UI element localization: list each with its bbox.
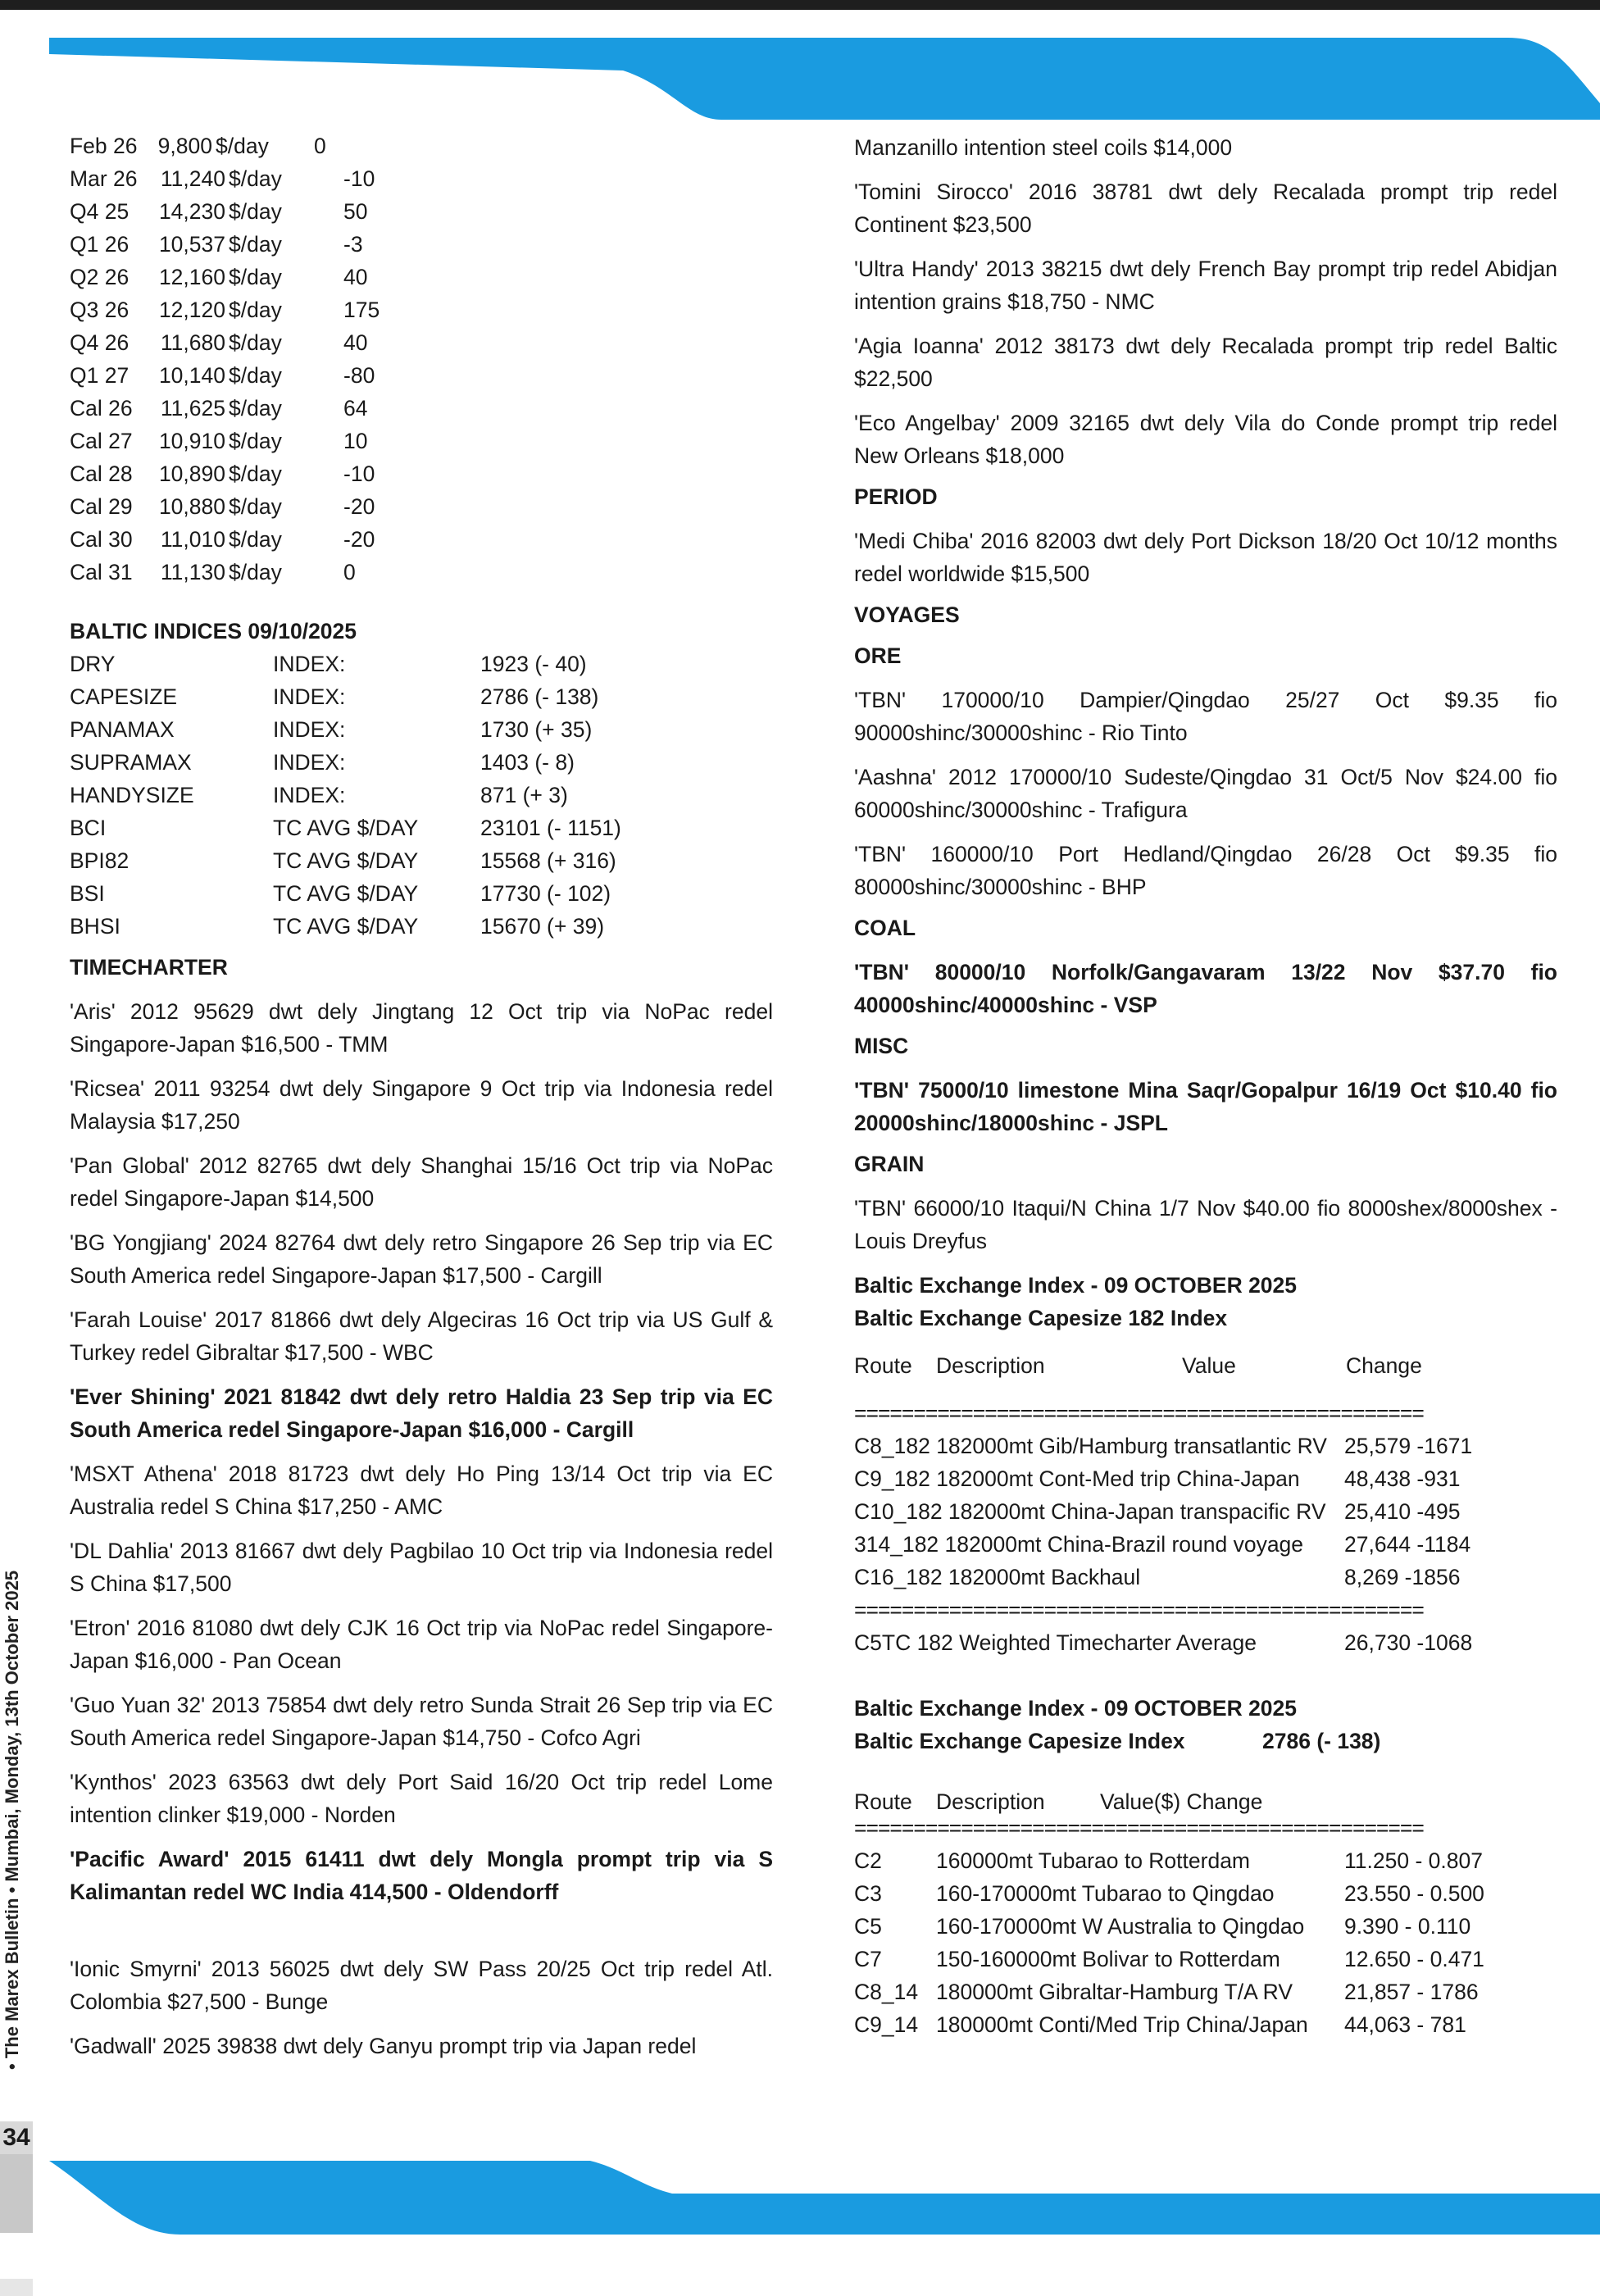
- rate-change: 50: [343, 199, 368, 224]
- separator-line: ================================================: [854, 1598, 1424, 1622]
- fixture-entry: 'TBN' 170000/10 Dampier/Qingdao 25/27 Oct $9.35 fio 90000shinc/30000shinc - Rio Tinto: [854, 688, 1557, 745]
- coal-list: [854, 956, 1557, 1021]
- capeindex-rows: [854, 1844, 1557, 2041]
- forward-rate-row: [70, 523, 773, 556]
- fixture-entry: 'Ever Shining' 2021 81842 dwt dely retro Haldia 23 Sep trip via EC South America redel Singapore-Japan $16,000 - Cargill: [70, 1384, 773, 1442]
- fixture-entry: 'TBN' 75000/10 limestone Mina Saqr/Gopalpur 16/19 Oct $10.40 fio 20000shinc/18000shinc - JSPL: [854, 1078, 1557, 1135]
- index-row: [70, 877, 773, 910]
- rate-value: 10,910: [158, 429, 225, 453]
- rate-unit: $/day: [229, 298, 282, 322]
- right-column: [854, 131, 1557, 2041]
- forward-rate-row: [70, 425, 773, 457]
- rate-unit: $/day: [229, 363, 282, 388]
- voyages-title: VOYAGES: [854, 602, 960, 627]
- route-value: 44,063 - 781: [1344, 2012, 1466, 2037]
- forward-rate-row: [70, 457, 773, 490]
- rate-value: 10,890: [158, 461, 225, 486]
- fixture-entry: 'Aashna' 2012 170000/10 Sudeste/Qingdao 31 Oct/5 Nov $24.00 fio 60000shinc/30000shinc - Trafigura: [854, 765, 1557, 822]
- rate-unit: $/day: [216, 134, 269, 158]
- misc-title: MISC: [854, 1034, 909, 1058]
- col-value: Value: [1182, 1353, 1236, 1378]
- index-name: HANDYSIZE: [70, 783, 194, 807]
- ore-list: [854, 684, 1557, 903]
- period: Q1 26: [70, 232, 130, 257]
- route-value: 23.550 - 0.500: [1344, 1881, 1484, 1906]
- fixture-entry: 'TBN' 66000/10 Itaqui/N China 1/7 Nov $40.00 fio 8000shex/8000shex - Louis Dreyfus: [854, 1196, 1557, 1253]
- route-value: 9.390 - 0.110: [1344, 1914, 1471, 1939]
- index-value: 871 (+ 3): [480, 783, 568, 807]
- fixture-entry: 'Etron' 2016 81080 dwt dely CJK 16 Oct trip via NoPac redel Singapore-Japan $16,000 - Pan Ocean: [70, 1616, 773, 1673]
- fixture-entry: 'Eco Angelbay' 2009 32165 dwt dely Vila do Conde prompt trip redel New Orleans $18,000: [854, 411, 1557, 468]
- index-type: INDEX:: [273, 750, 346, 775]
- fixture-entry: 'Ionic Smyrni' 2013 56025 dwt dely SW Pass 20/25 Oct trip redel Atl. Colombia $27,500 - Bunge: [70, 1957, 773, 2014]
- period: Cal 30: [70, 527, 133, 552]
- rate-value: 9,800: [157, 134, 212, 158]
- route-description: C9_182 182000mt Cont-Med trip China-Japan: [854, 1466, 1300, 1491]
- baltic-indices-table: [70, 648, 773, 943]
- index-name: PANAMAX: [70, 717, 175, 742]
- corner-tab: [0, 2279, 33, 2296]
- forward-rates-table: [70, 130, 773, 589]
- misc-list: [854, 1074, 1557, 1139]
- capeindex-subtitle: Baltic Exchange Capesize Index: [854, 1729, 1185, 1753]
- coal-title: COAL: [854, 916, 916, 940]
- route-row: [854, 2008, 1557, 2041]
- col-route: Route: [854, 1353, 912, 1378]
- fixture-entry: 'MSXT Athena' 2018 81723 dwt dely Ho Ping 13/14 Oct trip via EC Australia redel S China $17,250 - AMC: [70, 1462, 773, 1519]
- route-value: 27,644 -1184: [1344, 1532, 1471, 1557]
- timecharter-more-list: [854, 175, 1557, 472]
- index-name: BPI82: [70, 848, 130, 873]
- average-value: 26,730 -1068: [1344, 1630, 1473, 1655]
- period: Cal 27: [70, 429, 133, 453]
- fixture-entry: 'Medi Chiba' 2016 82003 dwt dely Port Dickson 18/20 Oct 10/12 months redel worldwide $15,500: [854, 529, 1557, 586]
- capeindex-title: Baltic Exchange Index - 09 OCTOBER 2025: [854, 1696, 1298, 1721]
- route-value: 12.650 - 0.471: [1344, 1947, 1484, 1971]
- rate-change: -20: [343, 527, 375, 552]
- period: Q4 25: [70, 199, 130, 224]
- route-row: [854, 1462, 1557, 1495]
- rate-value: 11,130: [160, 560, 225, 584]
- index-row: [70, 910, 773, 943]
- side-tab: [0, 2154, 33, 2233]
- rate-unit: $/day: [229, 494, 282, 519]
- route-code: C3: [854, 1881, 882, 1906]
- capeindex-value: 2786 (- 138): [1262, 1729, 1381, 1753]
- col-description: Description: [936, 1789, 1045, 1814]
- route-code: C2: [854, 1848, 882, 1873]
- period: Mar 26: [70, 166, 138, 191]
- index-name: BCI: [70, 816, 107, 840]
- rate-change: -10: [343, 461, 375, 486]
- rate-unit: $/day: [229, 265, 282, 289]
- fixture-entry: 'TBN' 80000/10 Norfolk/Gangavaram 13/22 Nov $37.70 fio 40000shinc/40000shinc - VSP: [854, 960, 1557, 1017]
- index-row: [70, 844, 773, 877]
- grain-title: GRAIN: [854, 1152, 925, 1176]
- footer-wave-banner: [49, 2161, 1600, 2235]
- rate-value: 11,010: [160, 527, 225, 552]
- fixture-entry: 'Pan Global' 2012 82765 dwt dely Shanghai 15/16 Oct trip via NoPac redel Singapore-Japan $14,500: [70, 1153, 773, 1211]
- index-row: [70, 680, 773, 713]
- grain-list: [854, 1192, 1557, 1257]
- route-description: C10_182 182000mt China-Japan transpacific RV: [854, 1499, 1326, 1524]
- rate-value: 10,140: [158, 363, 225, 388]
- index-row: [70, 779, 773, 812]
- period: Feb 26: [70, 134, 138, 158]
- rate-unit: $/day: [229, 429, 282, 453]
- index-name: CAPESIZE: [70, 684, 178, 709]
- forward-rate-row: [70, 490, 773, 523]
- rate-value: 10,537: [158, 232, 225, 257]
- index-type: INDEX:: [273, 783, 346, 807]
- continued-text: Manzanillo intention steel coils $14,000: [854, 135, 1233, 160]
- route-value: 48,438 -931: [1344, 1466, 1461, 1491]
- route-row: [854, 1844, 1557, 1877]
- route-code: C7: [854, 1947, 882, 1971]
- route-description: 160000mt Tubarao to Rotterdam: [936, 1848, 1251, 1873]
- rate-change: 40: [343, 330, 368, 355]
- left-column: [70, 131, 773, 2062]
- page-number: 34: [0, 2121, 33, 2154]
- forward-rate-row: [70, 556, 773, 589]
- index-name: BHSI: [70, 914, 120, 939]
- fixture-entry: 'Agia Ioanna' 2012 38173 dwt dely Recalada prompt trip redel Baltic $22,500: [854, 334, 1557, 391]
- rate-value: 12,160: [158, 265, 225, 289]
- index-value: 2786 (- 138): [480, 684, 599, 709]
- separator-line: ================================================: [854, 1816, 1424, 1840]
- index-row: [70, 746, 773, 779]
- route-value: 21,857 - 1786: [1344, 1980, 1479, 2004]
- index-name: DRY: [70, 652, 116, 676]
- index-value: 15670 (+ 39): [480, 914, 605, 939]
- rate-unit: $/day: [229, 527, 282, 552]
- cape182-subtitle: Baltic Exchange Capesize 182 Index: [854, 1306, 1228, 1330]
- rate-value: 10,880: [158, 494, 225, 519]
- index-value: 1403 (- 8): [480, 750, 575, 775]
- rate-unit: $/day: [229, 330, 282, 355]
- forward-rate-row: [70, 195, 773, 228]
- forward-rate-row: [70, 130, 773, 162]
- forward-rate-row: [70, 392, 773, 425]
- fixture-entry: 'BG Yongjiang' 2024 82764 dwt dely retro Singapore 26 Sep trip via EC South America redel Singapore-Japan $17,500 - Cargill: [70, 1230, 773, 1288]
- route-description: 160-170000mt W Australia to Qingdao: [936, 1914, 1305, 1939]
- route-description: C8_182 182000mt Gib/Hamburg transatlantic RV: [854, 1434, 1327, 1458]
- route-value: 25,410 -495: [1344, 1499, 1461, 1524]
- average-label: C5TC 182 Weighted Timecharter Average: [854, 1630, 1257, 1655]
- cape182-title: Baltic Exchange Index - 09 OCTOBER 2025: [854, 1273, 1298, 1298]
- fixture-entry: 'Ricsea' 2011 93254 dwt dely Singapore 9 Oct trip via Indonesia redel Malaysia $17,250: [70, 1076, 773, 1134]
- index-type: INDEX:: [273, 717, 346, 742]
- fixture-entry: 'Tomini Sirocco' 2016 38781 dwt dely Recalada prompt trip redel Continent $23,500: [854, 180, 1557, 237]
- separator-line: ================================================: [854, 1401, 1424, 1425]
- rate-unit: $/day: [229, 461, 282, 486]
- top-bar: [0, 0, 1600, 10]
- index-value: 15568 (+ 316): [480, 848, 616, 873]
- fixture-entry: 'Pacific Award' 2015 61411 dwt dely Mongla prompt trip via S Kalimantan redel WC India 414,500 - Oldendorff: [70, 1847, 773, 1904]
- route-description: 180000mt Gibraltar-Hamburg T/A RV: [936, 1980, 1293, 2004]
- index-type: INDEX:: [273, 684, 346, 709]
- rate-change: 0: [314, 134, 326, 158]
- col-change: Change: [1346, 1353, 1422, 1378]
- rate-unit: $/day: [229, 166, 282, 191]
- fixture-entry: 'Guo Yuan 32' 2013 75854 dwt dely retro Sunda Strait 26 Sep trip via EC South America redel Singapore-Japan $14,750 - Cofco Agri: [70, 1693, 773, 1750]
- index-value: 23101 (- 1151): [480, 816, 621, 840]
- route-value: 25,579 -1671: [1344, 1434, 1473, 1458]
- period: Q1 27: [70, 363, 130, 388]
- route-row: [854, 1528, 1557, 1561]
- index-row: [70, 713, 773, 746]
- route-value: 8,269 -1856: [1344, 1565, 1461, 1589]
- rate-change: -3: [343, 232, 363, 257]
- route-row: [854, 1495, 1557, 1528]
- route-value: 11.250 - 0.807: [1344, 1848, 1483, 1873]
- route-row: [854, 1975, 1557, 2008]
- forward-rate-row: [70, 293, 773, 326]
- index-row: [70, 812, 773, 844]
- rate-value: 14,230: [158, 199, 225, 224]
- index-row: [70, 648, 773, 680]
- col-route: Route: [854, 1789, 912, 1814]
- col-description: Description: [936, 1353, 1045, 1378]
- rate-change: 40: [343, 265, 368, 289]
- rate-change: 10: [343, 429, 368, 453]
- rate-change: -80: [343, 363, 375, 388]
- header-wave-banner: [49, 38, 1600, 120]
- route-row: [854, 1910, 1557, 1943]
- index-type: TC AVG $/DAY: [273, 816, 419, 840]
- rate-change: 0: [343, 560, 356, 584]
- rate-change: 175: [343, 298, 380, 322]
- period: Cal 28: [70, 461, 133, 486]
- index-type: TC AVG $/DAY: [273, 914, 419, 939]
- rate-change: -20: [343, 494, 375, 519]
- cape182-average-row: [854, 1626, 1557, 1659]
- period: Q2 26: [70, 265, 130, 289]
- route-row: [854, 1943, 1557, 1975]
- rate-unit: $/day: [229, 199, 282, 224]
- index-type: INDEX:: [273, 652, 346, 676]
- side-label: • The Marex Bulletin • Mumbai, Monday, 13th October 2025: [2, 1570, 22, 2070]
- period: Cal 31: [70, 560, 133, 584]
- route-description: 150-160000mt Bolivar to Rotterdam: [936, 1947, 1280, 1971]
- route-description: 160-170000mt Tubarao to Qingdao: [936, 1881, 1275, 1906]
- route-description: 314_182 182000mt China-Brazil round voyage: [854, 1532, 1304, 1557]
- route-description: 180000mt Conti/Med Trip China/Japan: [936, 2012, 1308, 2037]
- fixture-entry: 'Kynthos' 2023 63563 dwt dely Port Said 16/20 Oct trip redel Lome intention clinker $19,000 - Norden: [70, 1770, 773, 1827]
- period-list: [854, 525, 1557, 590]
- cape182-rows: [854, 1430, 1557, 1594]
- forward-rate-row: [70, 228, 773, 261]
- fixture-entry: 'Ultra Handy' 2013 38215 dwt dely French Bay prompt trip redel Abidjan intention grains $18,750 - NMC: [854, 257, 1557, 314]
- fixture-entry: 'Gadwall' 2025 39838 dwt dely Ganyu prompt trip via Japan redel: [70, 2034, 697, 2058]
- route-code: C8_14: [854, 1980, 919, 2004]
- route-row: [854, 1561, 1557, 1594]
- index-value: 1923 (- 40): [480, 652, 587, 676]
- rate-change: 64: [343, 396, 368, 421]
- rate-value: 12,120: [158, 298, 225, 322]
- cape182-header: [854, 1349, 1557, 1382]
- route-code: C9_14: [854, 2012, 919, 2037]
- period-title: PERIOD: [854, 484, 938, 509]
- index-name: BSI: [70, 881, 105, 906]
- index-name: SUPRAMAX: [70, 750, 192, 775]
- rate-unit: $/day: [229, 396, 282, 421]
- ore-title: ORE: [854, 643, 902, 668]
- rate-value: 11,625: [160, 396, 225, 421]
- forward-rate-row: [70, 261, 773, 293]
- fixture-entry: 'Farah Louise' 2017 81866 dwt dely Algeciras 16 Oct trip via US Gulf & Turkey redel Gibraltar $17,500 - WBC: [70, 1307, 773, 1365]
- route-row: [854, 1430, 1557, 1462]
- index-value: 1730 (+ 35): [480, 717, 593, 742]
- route-row: [854, 1877, 1557, 1910]
- col-value: Value($) Change: [1100, 1789, 1263, 1814]
- timecharter-list: [70, 995, 773, 2062]
- rate-value: 11,680: [160, 330, 225, 355]
- forward-rate-row: [70, 326, 773, 359]
- rate-value: 11,240: [160, 166, 225, 191]
- period: Q3 26: [70, 298, 130, 322]
- timecharter-title: TIMECHARTER: [70, 955, 228, 980]
- period: Cal 29: [70, 494, 133, 519]
- forward-rate-row: [70, 162, 773, 195]
- fixture-entry: 'DL Dahlia' 2013 81667 dwt dely Pagbilao 10 Oct trip via Indonesia redel S China $17,500: [70, 1539, 773, 1596]
- rate-unit: $/day: [229, 232, 282, 257]
- period: Cal 26: [70, 396, 133, 421]
- rate-change: -10: [343, 166, 375, 191]
- fixture-entry: 'TBN' 160000/10 Port Hedland/Qingdao 26/28 Oct $9.35 fio 80000shinc/30000shinc - BHP: [854, 842, 1557, 899]
- fixture-entry: 'Aris' 2012 95629 dwt dely Jingtang 12 Oct trip via NoPac redel Singapore-Japan $16,500 - TMM: [70, 999, 773, 1057]
- route-description: C16_182 182000mt Backhaul: [854, 1565, 1141, 1589]
- route-code: C5: [854, 1914, 882, 1939]
- capeindex-subtitle-row: [854, 1725, 1557, 1757]
- index-type: TC AVG $/DAY: [273, 848, 419, 873]
- rate-unit: $/day: [229, 560, 282, 584]
- index-value: 17730 (- 102): [480, 881, 611, 906]
- index-type: TC AVG $/DAY: [273, 881, 419, 906]
- forward-rate-row: [70, 359, 773, 392]
- period: Q4 26: [70, 330, 130, 355]
- baltic-indices-title: BALTIC INDICES 09/10/2025: [70, 619, 357, 643]
